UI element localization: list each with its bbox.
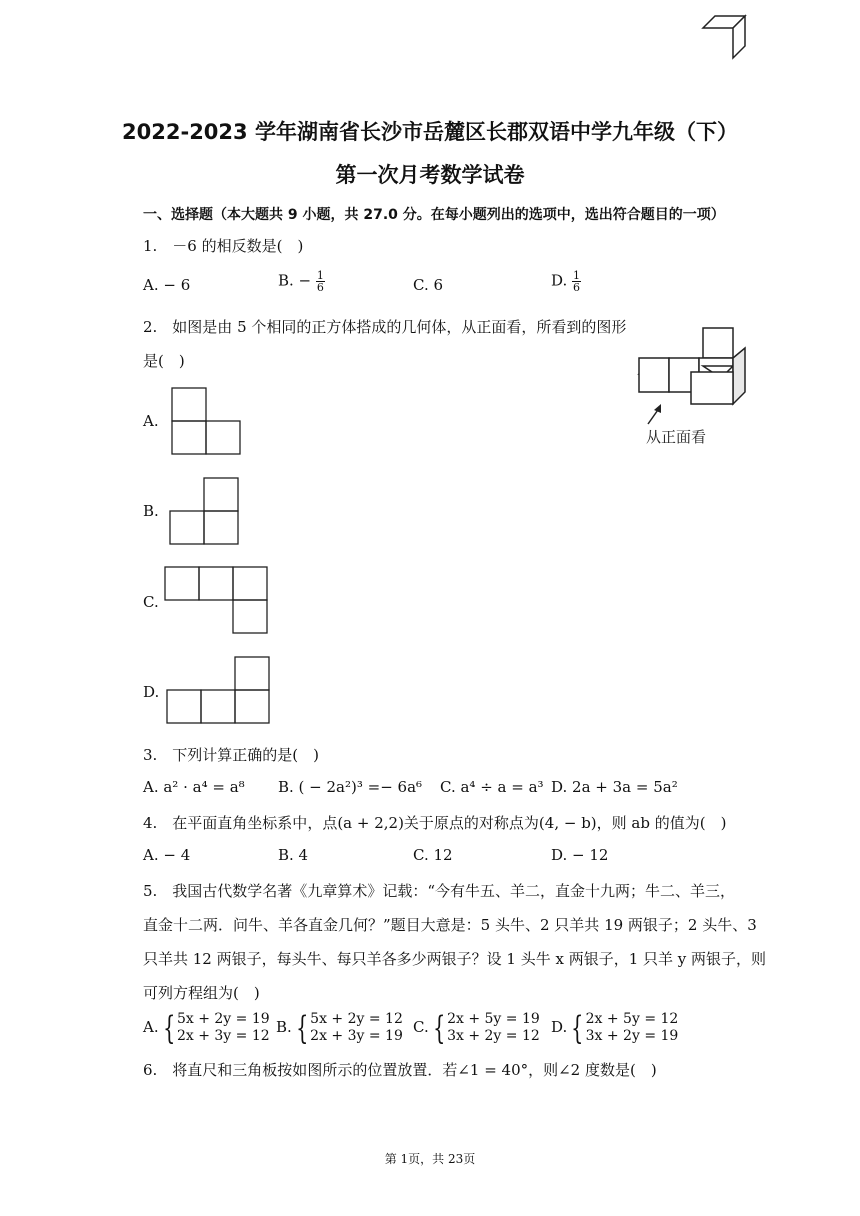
exam-title-line2: 第一次月考数学试卷 xyxy=(335,163,525,187)
q5-option-c-system xyxy=(447,1011,540,1045)
q5-d-eq2: 3x + 2y = 19 xyxy=(585,1028,679,1044)
q4-option-c: C. 12 xyxy=(413,846,453,864)
question-5-line4: 可列方程组为( ) xyxy=(143,984,260,1002)
q5-option-d xyxy=(551,1011,678,1045)
q1-option-b-prefix: B. − xyxy=(278,271,312,290)
q2-option-c-figure xyxy=(164,566,270,634)
q4-option-a: A. − 4 xyxy=(143,846,191,864)
q5-option-d-label: D. xyxy=(551,1018,568,1036)
q5-option-d-brace: { xyxy=(571,1009,584,1047)
q1-option-d-prefix: D. xyxy=(551,271,568,290)
q5-option-b-brace: { xyxy=(295,1009,309,1047)
q5-option-a xyxy=(143,1011,270,1045)
q1-b-denominator: 6 xyxy=(316,281,324,294)
page-footer: 第 1页，共 23页 xyxy=(384,1152,476,1166)
figure-caption: 从正面看 xyxy=(646,428,707,446)
q5-option-c-label: C. xyxy=(413,1018,429,1036)
q2-option-d-label: D. xyxy=(143,683,160,701)
q1-d-denominator: 6 xyxy=(573,281,581,294)
q2-option-a-figure xyxy=(171,387,243,455)
cube-figure xyxy=(630,316,755,451)
q5-option-c xyxy=(413,1011,540,1045)
q5-b-eq2: 2x + 3y = 19 xyxy=(310,1028,403,1044)
exam-title-line1: 2022-2023 学年湖南省长沙市岳麓区长郡双语中学九年级（下） xyxy=(122,120,738,144)
question-5-line3: 只羊共 12 两银子，每头牛、每只羊各多少两银子？设 1 头牛 x 两银子，1 只羊 y 两银子，则 xyxy=(143,950,767,968)
q1-d-numerator: 1 xyxy=(573,269,581,282)
q3-option-b: B. ( − 2a²)³ =− 6a⁶ xyxy=(278,778,423,796)
q5-a-eq1: 5x + 2y = 19 xyxy=(176,1011,270,1027)
q1-option-c: C. 6 xyxy=(413,276,444,294)
q5-option-b-system xyxy=(310,1011,403,1045)
q1-option-b-fraction xyxy=(316,270,325,293)
question-1-stem: 1. －6 的相反数是( ) xyxy=(143,237,304,255)
q5-option-b xyxy=(276,1011,403,1045)
q1-option-a: A. − 6 xyxy=(143,276,191,294)
q5-option-a-brace: { xyxy=(162,1009,175,1047)
q4-option-d: D. − 12 xyxy=(551,846,609,864)
q1-b-numerator: 1 xyxy=(316,269,324,282)
q5-c-eq2: 3x + 2y = 12 xyxy=(447,1028,540,1044)
q1-option-d xyxy=(551,270,581,293)
q3-option-c: C. a⁴ ÷ a = a³ xyxy=(440,778,544,796)
question-5-line2: 直金十二两．问牛、羊各直金几何？”题目大意是：5 头牛、2 只羊共 19 两银子；2 头牛、3 xyxy=(143,916,757,934)
q2-option-b-figure xyxy=(169,477,241,545)
question-6-stem: 6. 将直尺和三角板按如图所示的位置放置．若∠1 = 40°，则∠2 度数是( ) xyxy=(143,1061,657,1079)
q5-b-eq1: 5x + 2y = 12 xyxy=(310,1011,403,1027)
question-3-stem: 3. 下列计算正确的是( ) xyxy=(143,746,320,764)
q5-option-a-label: A. xyxy=(143,1018,159,1036)
q5-a-eq2: 2x + 3y = 12 xyxy=(176,1028,270,1044)
q2-option-c-label: C. xyxy=(143,593,159,611)
question-4-stem: 4. 在平面直角坐标系中，点(a + 2,2)关于原点的对称点为(4, − b)，则 ab 的值为( ) xyxy=(143,814,727,832)
q5-d-eq1: 2x + 5y = 12 xyxy=(585,1011,679,1027)
question-2-stem-line1: 2. 如图是由 5 个相同的正方体搭成的几何体，从正面看，所看到的图形 xyxy=(143,318,627,336)
q3-option-a: A. a² · a⁴ = a⁸ xyxy=(143,778,245,796)
q1-option-d-fraction xyxy=(572,270,581,293)
q4-option-b: B. 4 xyxy=(278,846,309,864)
question-2-stem-line2: 是( ) xyxy=(143,352,185,370)
section-heading: 一、选择题（本大题共 9 小题，共 27.0 分。在每小题列出的选项中，选出符合题目的一项） xyxy=(143,207,725,223)
q5-option-b-label: B. xyxy=(276,1018,292,1036)
q5-c-eq1: 2x + 5y = 19 xyxy=(447,1011,540,1027)
q2-option-d-figure xyxy=(166,656,272,724)
q5-option-d-system xyxy=(586,1011,679,1045)
q3-option-d: D. 2a + 3a = 5a² xyxy=(551,778,678,796)
q5-option-a-system xyxy=(177,1011,270,1045)
q2-option-b-label: B. xyxy=(143,502,159,520)
q2-option-a-label: A. xyxy=(143,412,159,430)
question-5-line1: 5. 我国古代数学名著《九章算术》记载：“今有牛五、羊二，直金十九两；牛二、羊三， xyxy=(143,882,735,900)
q5-option-c-brace: { xyxy=(432,1009,446,1047)
q1-option-b xyxy=(278,270,325,293)
